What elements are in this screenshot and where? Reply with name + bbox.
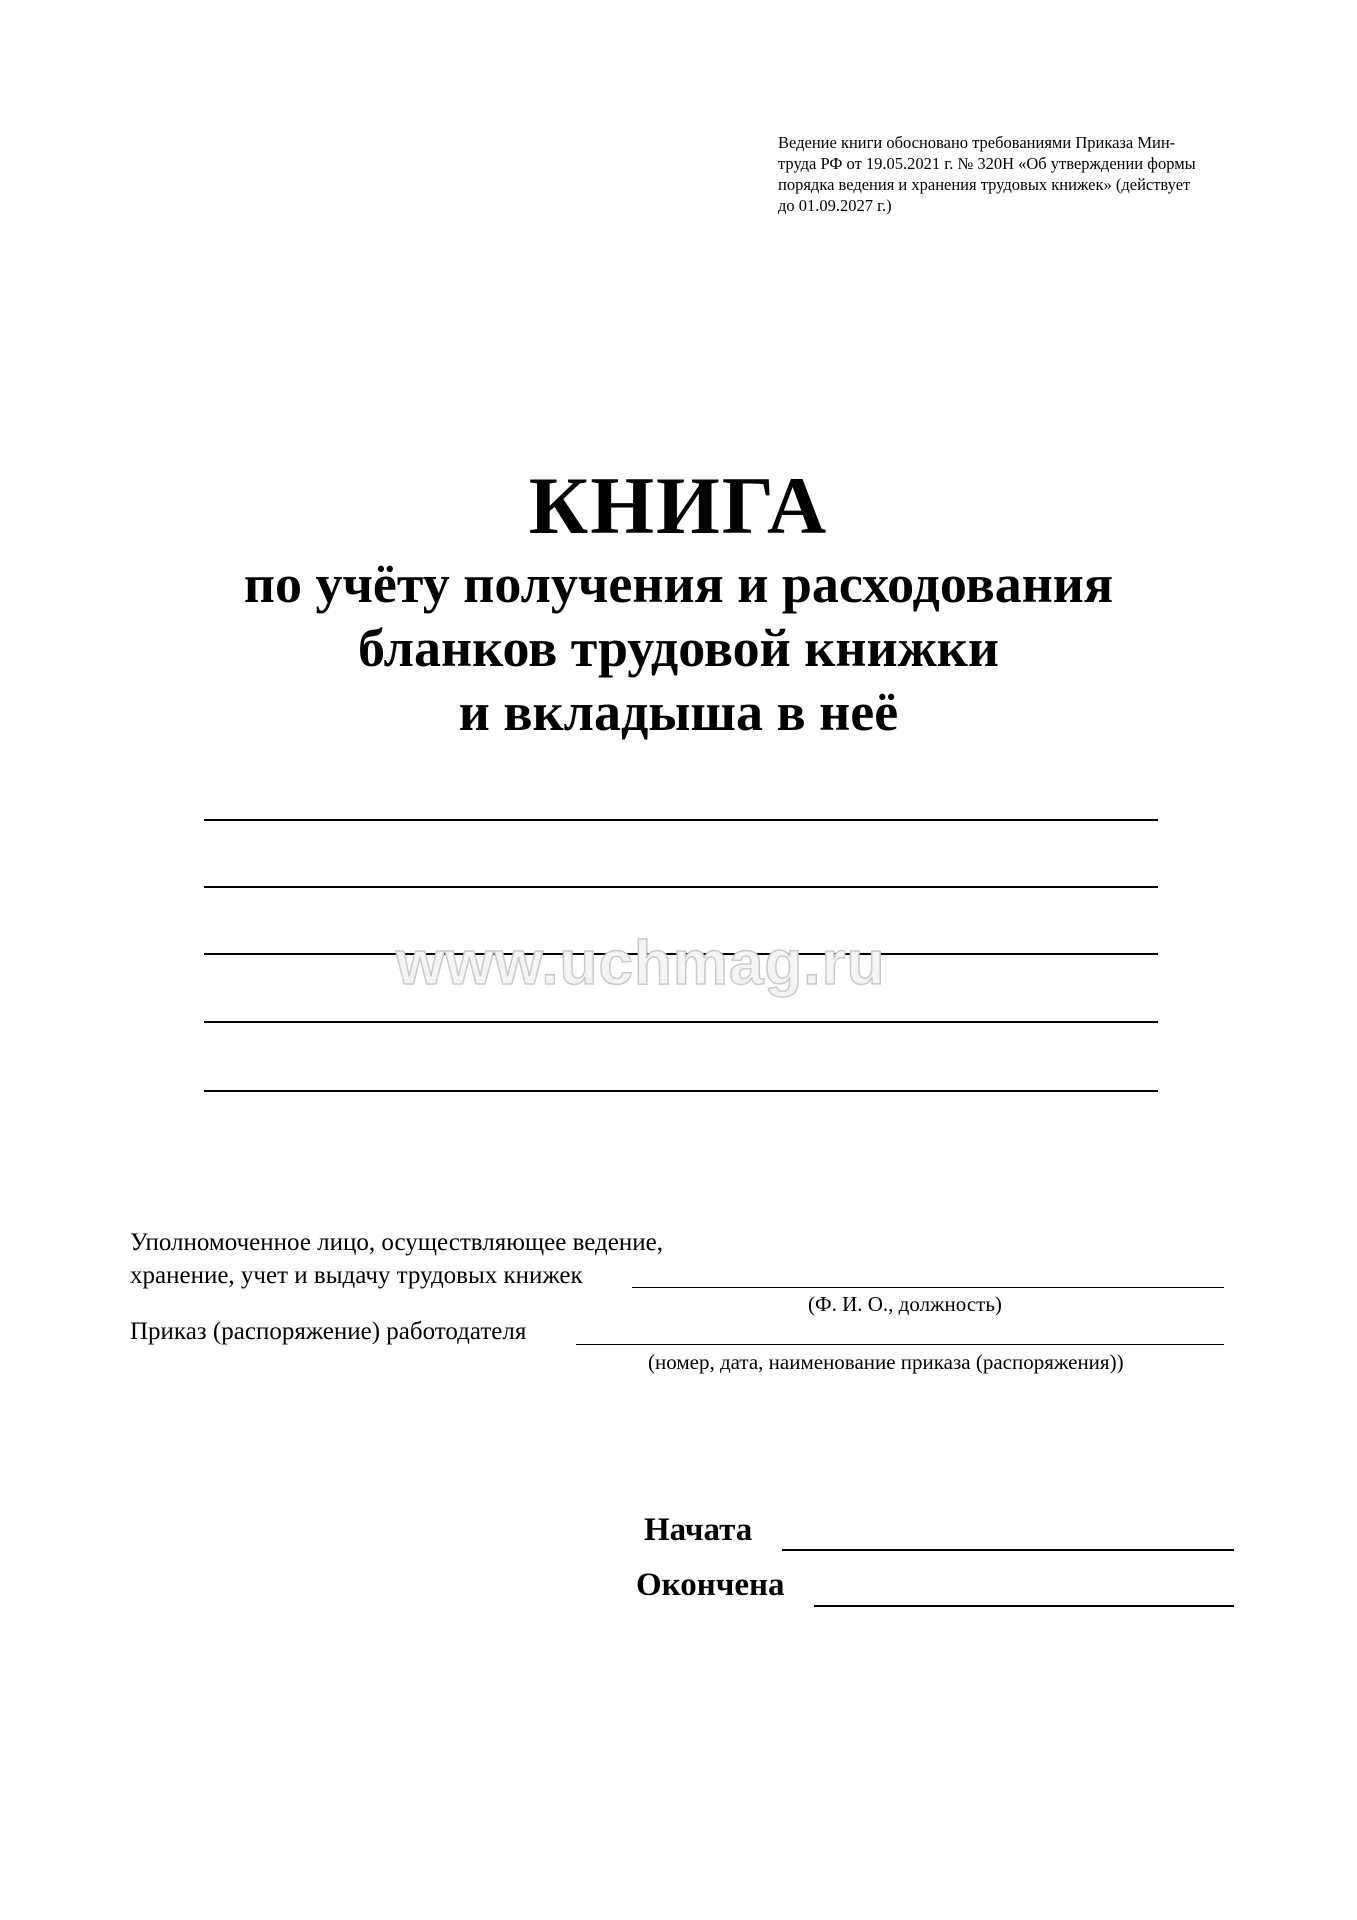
started-label: Начата [644, 1512, 753, 1548]
authorized-person-field[interactable] [632, 1287, 1224, 1288]
legal-basis-line-2: труда РФ от 19.05.2021 г. № 320Н «Об утверждении формы [778, 154, 1196, 173]
legal-basis-line-1: Ведение книги обосновано требованиями Приказа Мин- [778, 133, 1176, 152]
legal-basis-note [778, 132, 1238, 216]
order-label: Приказ (распоряжение) работодателя [130, 1318, 527, 1345]
organization-fill-line-2[interactable] [204, 886, 1158, 888]
started-date-field[interactable] [782, 1549, 1234, 1551]
order-field[interactable] [576, 1344, 1224, 1345]
organization-fill-line-4[interactable] [204, 1021, 1158, 1023]
legal-basis-line-4: до 01.09.2027 г.) [778, 196, 892, 215]
organization-fill-line-1[interactable] [204, 819, 1158, 821]
finished-date-field[interactable] [814, 1605, 1234, 1607]
subtitle-line-3: и вкладыша в неё [458, 682, 899, 742]
authorized-person-label-1: Уполномоченное лицо, осуществляющее ведение, [130, 1229, 663, 1256]
finished-label: Окончена [636, 1567, 785, 1603]
subtitle-line-2: бланков трудовой книжки [358, 618, 999, 678]
title-block [0, 460, 1357, 744]
legal-basis-line-3: порядка ведения и хранения трудовых книжек» (действует [778, 175, 1191, 194]
authorized-person-hint: (Ф. И. О., должность) [808, 1292, 1002, 1316]
order-hint: (номер, дата, наименование приказа (распоряжения)) [648, 1350, 1124, 1374]
page-title: КНИГА [528, 460, 829, 551]
organization-fill-line-5[interactable] [204, 1090, 1158, 1092]
watermark: www.uchmag.ru [396, 929, 886, 998]
authorized-person-label-2: хранение, учет и выдачу трудовых книжек [130, 1262, 583, 1289]
subtitle-line-1: по учёту получения и расходования [243, 554, 1114, 614]
